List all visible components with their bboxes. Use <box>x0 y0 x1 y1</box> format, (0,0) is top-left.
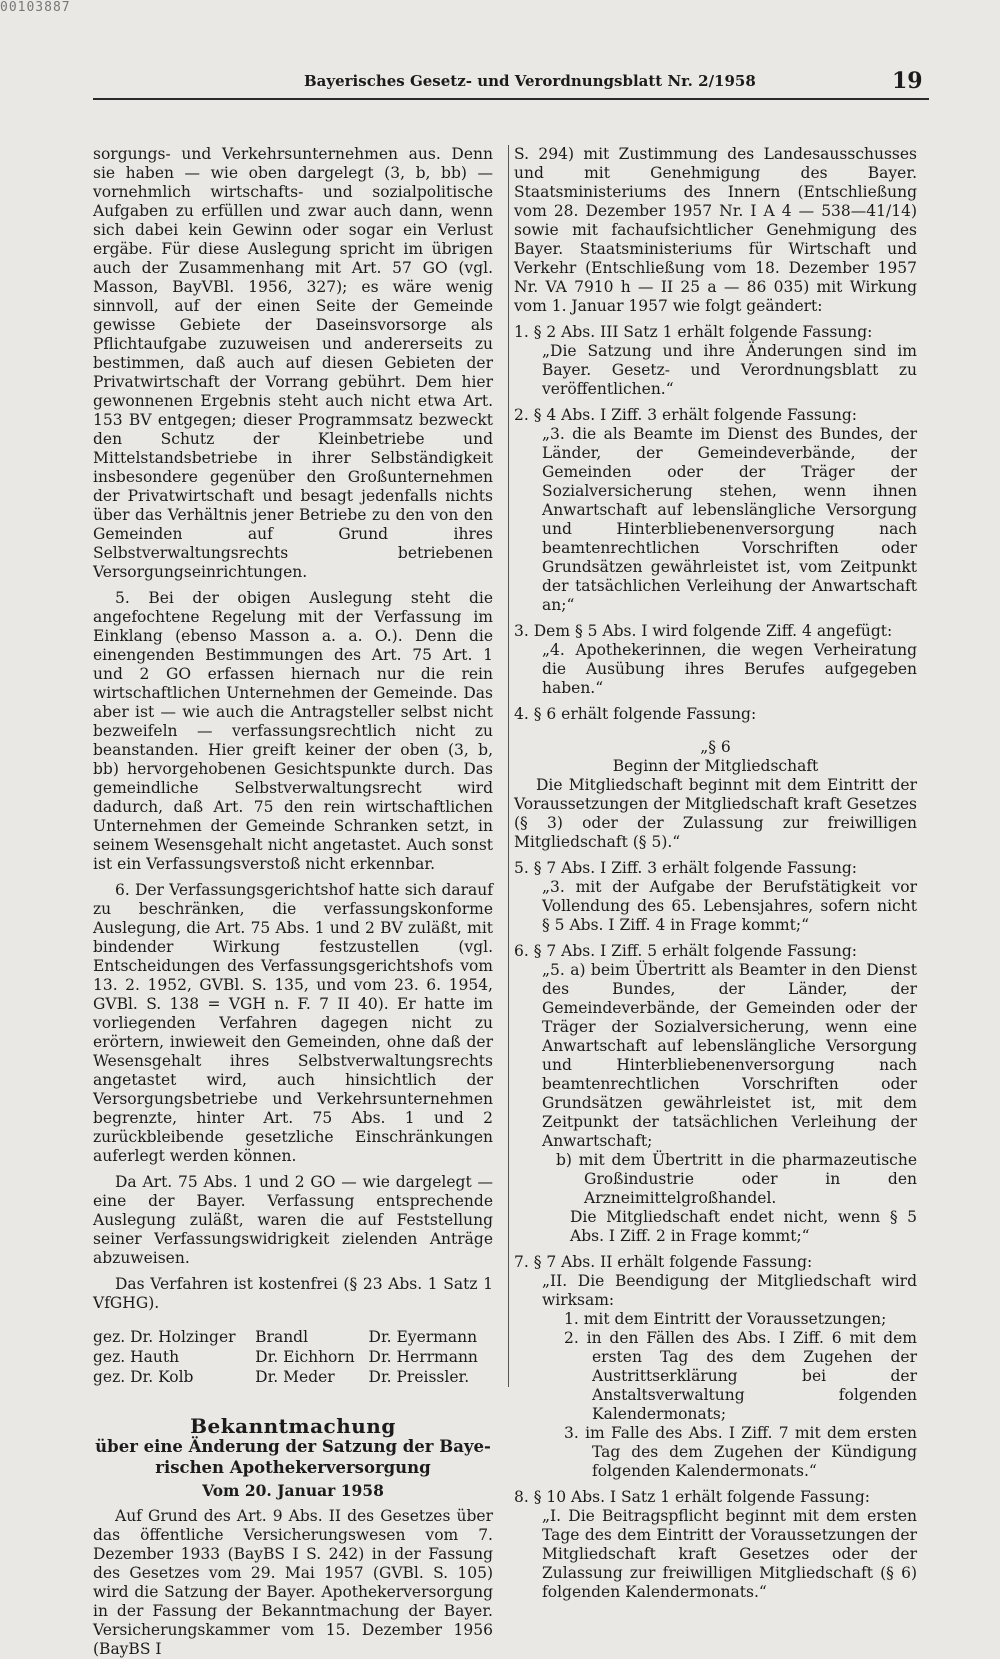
section-6-title: Beginn der Mitgliedschaft <box>612 757 819 775</box>
signature-row <box>93 1347 493 1367</box>
amendment-item-2: 2. § 4 Abs. I Ziff. 3 erhält folgende Fassung: <box>514 406 857 424</box>
announcement-text: Auf Grund des Art. 9 Abs. II des Gesetzes über das öffentliche Versicherungswesen vom 7. Dezember 1933 (BayBS I S. 242) in der Fassung des Gesetzes vom 29. Mai 1957 (GVBl. S. 105) wird die Satzung der Bayer. Apothekerversorgung in der Fassung der Bekanntmachung der Bayer. Versicherungskammer vom 15. Dezember 1956 (BayBS I <box>93 1507 493 1658</box>
announcement-title: Bekanntmachung <box>190 1414 396 1438</box>
signature-row <box>93 1367 493 1387</box>
announcement-date: Vom 20. Januar 1958 <box>202 1481 384 1500</box>
amendment-text-7-2: 2. in den Fällen des Abs. I Ziff. 6 mit dem ersten Tag des dem Zugehen der Austrittserklärung bei der Anstaltsverwaltung folgenden Kalendermonats; <box>564 1329 917 1423</box>
signatures-table <box>93 1327 493 1387</box>
paragraph-costs: Das Verfahren ist kostenfrei (§ 23 Abs. 1 Satz 1 VfGHG). <box>93 1275 493 1312</box>
signature-row <box>93 1327 493 1347</box>
amendment-text-1: „Die Satzung und ihre Änderungen sind im Bayer. Gesetz- und Verordnungsblatt zu veröffentlichen.“ <box>542 342 917 398</box>
paragraph-5: 5. Bei der obigen Auslegung steht die angefochtene Regelung mit der Verfassung im Einklang (ebenso Masson a. a. O.). Denn die einengenden Bestimmungen des Art. 75 Art. 1 und 2 GO erfassen hiernach nur die rein wirtschaftlichen Unternehmen der Gemeinde. Das aber ist — wie auch die Antragsteller selbst nicht bezweifeln — verfassungsrechtlich nicht zu beanstanden. Hier greift keiner der oben (3, b, bb) hervorgehobenen Gesichtspunkte durch. Das gemeindliche Selbstverwaltungsrecht wird dadurch, daß Art. 75 den rein wirtschaftlichen Unternehmen der Gemeinde Schranken setzt, in seinem Wesensgehalt nicht angetastet. Auch sonst ist ein Verfassungsverstoß nicht erkennbar. <box>93 589 493 873</box>
left-column <box>93 145 493 1659</box>
amendment-item-3: 3. Dem § 5 Abs. I wird folgende Ziff. 4 angefügt: <box>514 622 893 640</box>
amendment-text-7: „II. Die Beendigung der Mitgliedschaft wird wirksam: <box>542 1272 917 1309</box>
paragraph-continuation: S. 294) mit Zustimmung des Landesausschusses und mit Genehmigung des Bayer. Staatsministeriums des Innern (Entschließung vom 28. Dezember 1957 Nr. I A 4 — 538—41/14) sowie mit fachaufsichtlicher Genehmigung des Bayer. Staatsministeriums für Wirtschaft und Verkehr (Entschließung vom 18. Dezember 1957 Nr. VA 7910 h — II 25 a — 86 035) mit Wirkung vom 1. Januar 1957 wie folgt geändert: <box>514 145 917 315</box>
page-number: 19 <box>892 68 923 94</box>
amendment-text-3: „4. Apothekerinnen, die wegen Verheiratung die Ausübung ihres Berufes aufgegeben haben.“ <box>542 641 917 697</box>
amendment-item-1: 1. § 2 Abs. III Satz 1 erhält folgende Fassung: <box>514 323 873 341</box>
signature: gez. Dr. Kolb <box>93 1368 194 1386</box>
section-6-heading: „§ 6 <box>700 738 731 756</box>
amendment-text-6b: b) mit dem Übertritt in die pharmazeutische Großindustrie oder in den Arzneimittelgroßhandel. <box>556 1151 917 1207</box>
announcement-subtitle-line1: über eine Änderung der Satzung der Baye- <box>95 1437 491 1456</box>
page-header-title: Bayerisches Gesetz- und Verordnungsblatt Nr. 2/1958 <box>304 72 756 90</box>
signature: Dr. Herrmann <box>368 1348 478 1366</box>
signature: Dr. Eyermann <box>368 1328 478 1346</box>
amendment-text-8: „I. Die Beitragspflicht beginnt mit dem ersten Tage des dem Eintritt der Voraussetzungen der Mitgliedschaft kraft Gesetzes oder der Zulassung zur freiwilligen Mitgliedschaft (§ 6) folgenden Kalendermonats.“ <box>542 1507 917 1601</box>
amendment-text-7-3: 3. im Falle des Abs. I Ziff. 7 mit dem ersten Tag des dem Zugehen der Kündigung folgenden Kalendermonats.“ <box>564 1424 917 1480</box>
amendment-item-4: 4. § 6 erhält folgende Fassung: <box>514 705 757 723</box>
paragraph-6: 6. Der Verfassungsgerichtshof hatte sich darauf zu beschränken, die verfassungskonforme Auslegung, die Art. 75 Abs. 1 und 2 BV zuläßt, mit bindender Wirkung festzustellen (vgl. Entscheidungen des Verfassungsgerichtshofs vom 13. 2. 1952, GVBl. S. 135, und vom 23. 6. 1954, GVBl. S. 138 = VGH n. F. 7 II 40). Er hatte im vorliegenden Verfahren dagegen nicht zu erörtern, inwieweit den Gemeinden, ohne daß der Wesensgehalt ihres Selbstverwaltungsrechts angetastet wird, auch hinsichtlich der Versorgungsbetriebe und Verkehrsunternehmen begrenzte, hinter Art. 75 Abs. 1 und 2 zurückbleibende gesetzliche Einschränkungen auferlegt werden können. <box>93 881 493 1165</box>
header-rule <box>93 98 929 100</box>
amendment-item-6: 6. § 7 Abs. I Ziff. 5 erhält folgende Fassung: <box>514 942 857 960</box>
amendment-text-2: „3. die als Beamte im Dienst des Bundes, der Länder, der Gemeindeverbände, der Gemeinden oder der Träger der Sozialversicherung stehen, wenn ihnen Anwartschaft auf lebenslängliche Versorgung und Hinterbliebenenversorgung nach beamtenrechtlichen Vorschriften oder Grundsätzen gewährleistet ist, vom Zeitpunkt der tatsächlichen Verleihung der Anwartschaft an;“ <box>542 425 917 614</box>
amendment-text-6c: Die Mitgliedschaft endet nicht, wenn § 5 Abs. I Ziff. 2 in Frage kommt;“ <box>570 1208 917 1245</box>
amendment-item-5: 5. § 7 Abs. I Ziff. 3 erhält folgende Fassung: <box>514 859 857 877</box>
paragraph-continuation: sorgungs- und Verkehrsunternehmen aus. Denn sie haben — wie oben dargelegt (3, b, bb) — vornehmlich wirtschafts- und sozialpolitische Aufgaben zu erfüllen und zwar auch dann, wenn sich dabei kein Gewinn oder sogar ein Verlust ergäbe. Für diese Auslegung spricht im übrigen auch der Zusammenhang mit Art. 57 GO (vgl. Masson, BayVBl. 1956, 327); es wäre wenig sinnvoll, auf der einen Seite der Gemeinde gewisse Gebiete der Daseinsvorsorge als Pflichtaufgabe zuzuweisen und andererseits zu bestimmen, daß auch auf diesen Gebieten der Privatwirtschaft der Vorrang gebührt. Dem hier gewonnenen Ergebnis steht auch nicht etwa Art. 153 BV entgegen; dieser Programmsatz bezweckt den Schutz der Kleinbetriebe und Mittelstandsbetriebe in ihrer Selbständigkeit insbesondere gegenüber den Großunternehmen der Privatwirtschaft und besagt jedenfalls nichts über das Verhältnis jener Betriebe zu den von den Gemeinden auf Grund ihres Selbstverwaltungsrechts betriebenen Versorgungseinrichtungen. <box>93 145 493 581</box>
signature: Dr. Eichhorn <box>255 1348 355 1366</box>
signature: Dr. Preissler. <box>368 1368 470 1386</box>
amendment-item-7: 7. § 7 Abs. II erhält folgende Fassung: <box>514 1253 813 1271</box>
amendment-text-7-1: 1. mit dem Eintritt der Voraussetzungen; <box>564 1310 887 1328</box>
right-column <box>514 145 917 1602</box>
signature: gez. Hauth <box>93 1348 180 1366</box>
announcement-subtitle-line2: rischen Apothekerversorgung <box>155 1458 431 1477</box>
signature: Dr. Meder <box>255 1368 335 1386</box>
archive-stamp: 00103887 <box>0 0 71 15</box>
column-separator <box>508 145 509 1387</box>
signature: Brandl <box>255 1328 309 1346</box>
signature: gez. Dr. Holzinger <box>93 1328 236 1346</box>
paragraph-7: Da Art. 75 Abs. 1 und 2 GO — wie dargelegt — eine der Bayer. Verfassung entsprechende Auslegung zuläßt, waren die auf Feststellung seiner Verfassungswidrigkeit zielenden Anträge abzuweisen. <box>93 1173 493 1267</box>
amendment-text-5: „3. mit der Aufgabe der Berufstätigkeit vor Vollendung des 65. Lebensjahres, sofern nicht § 5 Abs. I Ziff. 4 in Frage kommt;“ <box>542 878 917 934</box>
amendment-text-6a: „5. a) beim Übertritt als Beamter in den Dienst des Bundes, der Länder, der Gemeindeverbände, der Gemeinden oder der Träger der Sozialversicherung, wenn eine Anwartschaft auf lebenslängliche Versorgung und Hinterbliebenenversorgung nach beamtenrechtlichen Vorschriften oder Grundsätzen gewährleistet ist, mit dem Zeitpunkt der tatsächlichen Verleihung der Anwartschaft; <box>542 961 917 1150</box>
amendment-item-8: 8. § 10 Abs. I Satz 1 erhält folgende Fassung: <box>514 1488 870 1506</box>
section-6-text: Die Mitgliedschaft beginnt mit dem Eintritt der Voraussetzungen der Mitgliedschaft kraft Gesetzes (§ 3) oder der Zulassung zur freiwilligen Mitgliedschaft (§ 5).“ <box>514 776 917 851</box>
